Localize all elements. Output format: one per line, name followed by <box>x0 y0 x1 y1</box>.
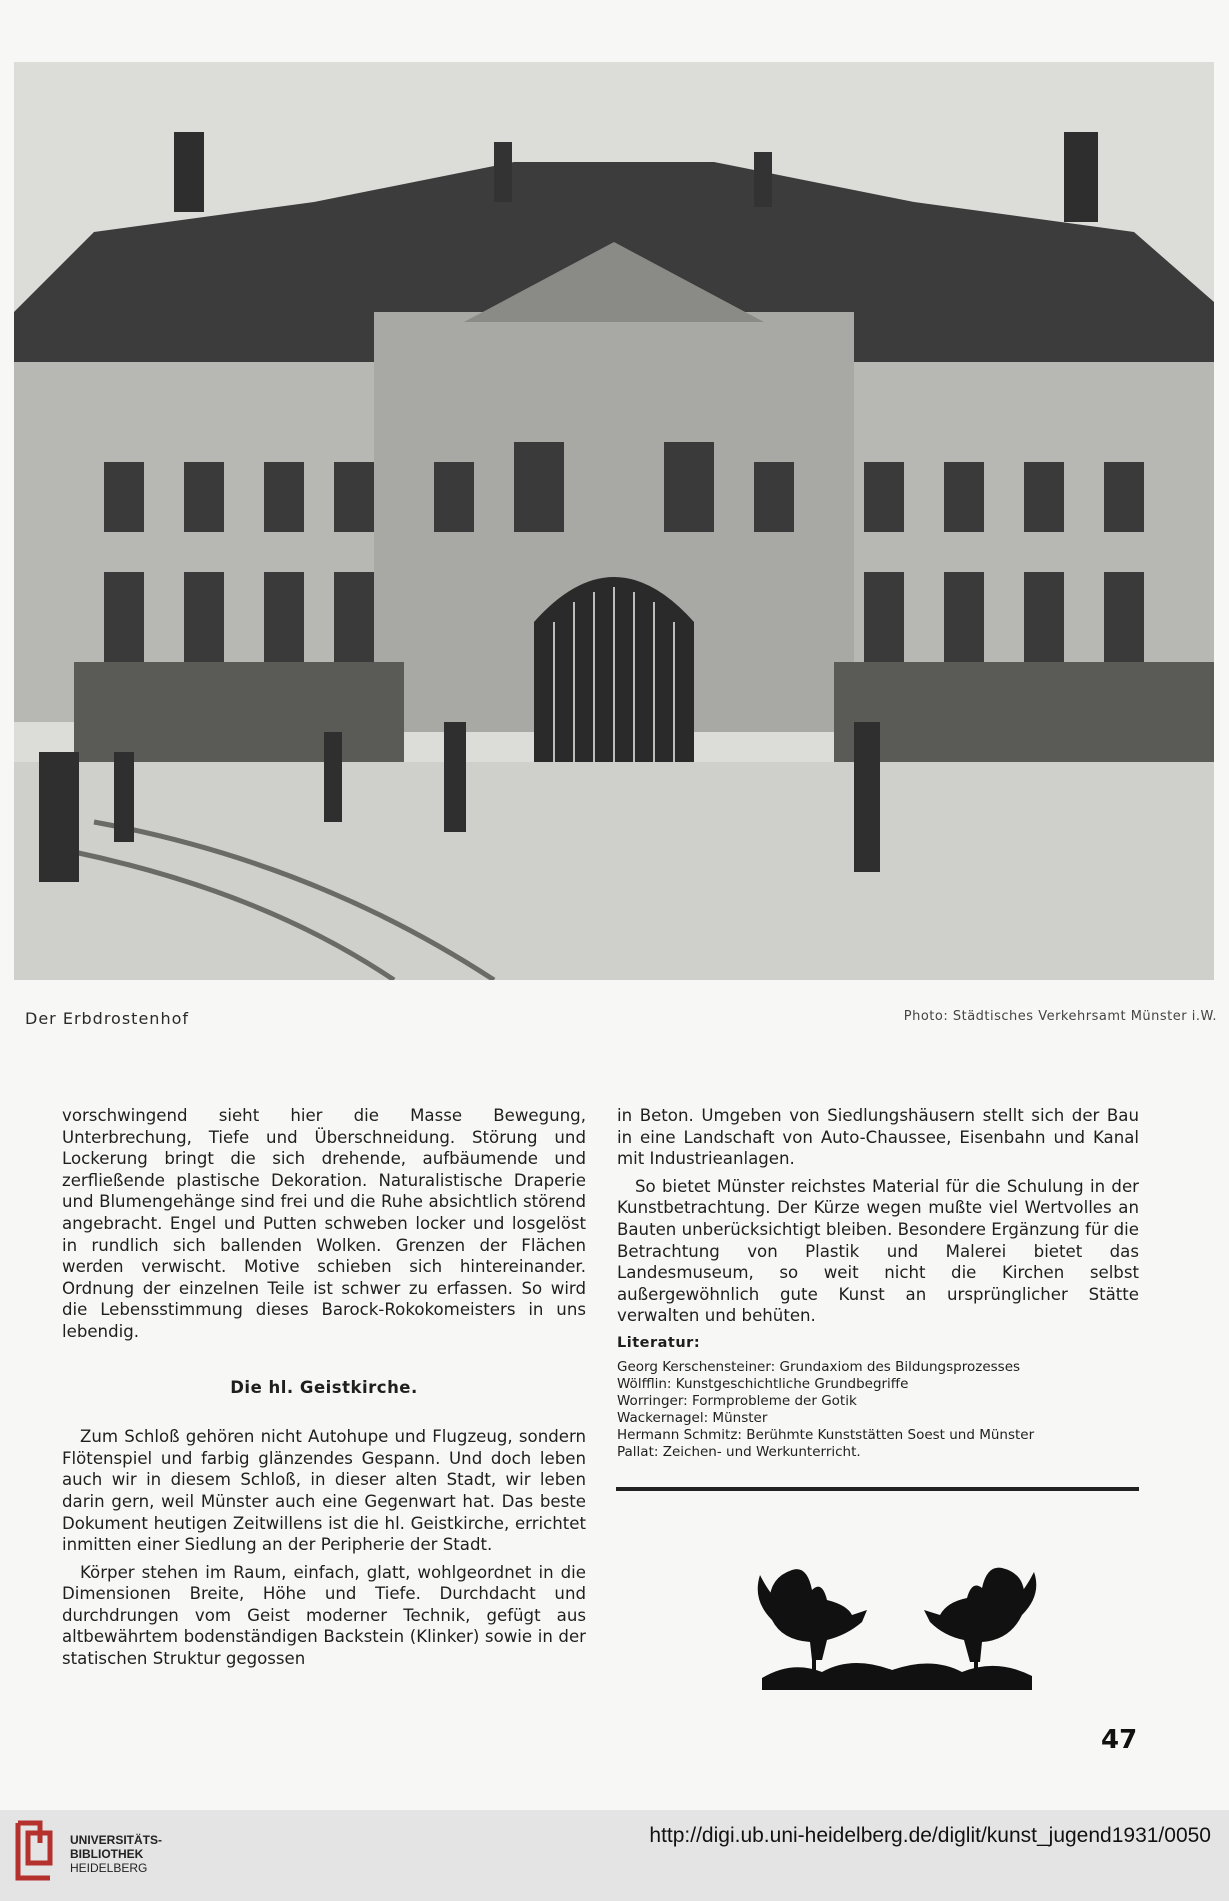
right-text-column <box>617 1105 1139 1461</box>
literature-item: Wackernagel: Münster <box>617 1409 768 1426</box>
baroque-palace-illustration <box>14 62 1214 980</box>
right-paragraph-1: in Beton. Umgeben von Siedlungshäusern stellt sich der Bau in eine Landschaft von Auto-Chaussee, Eisenbahn und Kanal mit Industrieanlagen. <box>617 1106 1139 1169</box>
erbdrostenhof-photo <box>14 62 1214 980</box>
section-divider <box>616 1487 1139 1491</box>
photo-credit: Photo: Städtisches Verkehrsamt Münster i.W. <box>903 1009 1217 1024</box>
permalink-url[interactable]: http://digi.ub.uni-heidelberg.de/diglit/kunst_jugend1931/0050 <box>649 1824 1211 1847</box>
literature-item: Georg Kerschensteiner: Grundaxiom des Bildungsprozesses <box>617 1358 1021 1375</box>
page-number: 47 <box>1101 1725 1138 1755</box>
literature-item: Worringer: Formprobleme der Gotik <box>617 1392 857 1409</box>
university-library-logo-icon[interactable] <box>10 1818 60 1888</box>
left-paragraph-1: vorschwingend sieht hier die Masse Bewegung, Unterbrechung, Tiefe und Überschneidung. Störung und Lockerung bringt die sich drehende, aufbäumende und zerfließende plastische Dekoration. Naturalistische Draperie und Blumengehänge sind frei und die Ruhe absichtlich störend angebracht. Engel und Putten schweben locker und losgelöst in rundlich sich ballenden Wolken. Grenzen der Flächen werden verwischt. Motive schieben sich hintereinander. Ordnung der einzelnen Teile ist schwer zu erfassen. So wird die Lebensstimmung dieses Barock-Rokokomeisters in uns lebendig. <box>62 1106 586 1341</box>
library-name[interactable] <box>70 1833 162 1875</box>
literature-list <box>617 1359 1139 1461</box>
literature-item: Pallat: Zeichen- und Werkunterricht. <box>617 1443 861 1460</box>
left-paragraph-2: Zum Schloß gehören nicht Autohupe und Flugzeug, sondern Flötenspiel und farbig glänzendes Gespann. Und doch leben auch wir in diesem Schloß, in dieser alten Stadt, wir leben darin gern, weil Münster auch eine Gegenwart hat. Das beste Dokument heutigen Zeitwillens ist die hl. Geistkirche, errichtet inmitten einer Siedlung an der Peripherie der Stadt. <box>62 1427 586 1555</box>
library-name-line: UNIVERSITÄTS- <box>70 1833 163 1847</box>
left-text-column <box>62 1105 586 1676</box>
photo-caption: Der Erbdrostenhof <box>25 1009 189 1028</box>
literature-item: Wölfflin: Kunstgeschichtliche Grundbegriffe <box>617 1375 909 1392</box>
library-name-line: BIBLIOTHEK <box>70 1847 144 1861</box>
right-paragraph-2: So bietet Münster reichstes Material für die Schulung in der Kunstbetrachtung. Der Kürze wegen mußte viel Wertvolles an Bauten unberücksichtigt bleiben. Besondere Ergänzung für die Betrachtung von Plastik und Malerei bietet das Landesmuseum, so weit nicht die Kirchen selbst außergewöhnlich gute Kunst an ursprünglicher Stätte verwalten und behüten. <box>617 1176 1139 1326</box>
left-paragraph-3: Körper stehen im Raum, einfach, glatt, wohlgeordnet in die Dimensionen Breite, Höhe und Tiefe. Durchdacht und durchdrungen vom Geist moderner Technik, gefügt aus altbewährtem bodenständigen Backstein (Klinker) sowie in der statischen Struktur gegossen <box>62 1562 586 1669</box>
literature-title: Literatur: <box>617 1334 701 1351</box>
library-name-line: HEIDELBERG <box>70 1861 148 1875</box>
fighting-roosters-silhouette <box>752 1560 1042 1700</box>
literature-item: Hermann Schmitz: Berühmte Kunststätten Soest und Münster <box>617 1426 1035 1443</box>
section-heading: Die hl. Geistkirche. <box>230 1377 418 1397</box>
